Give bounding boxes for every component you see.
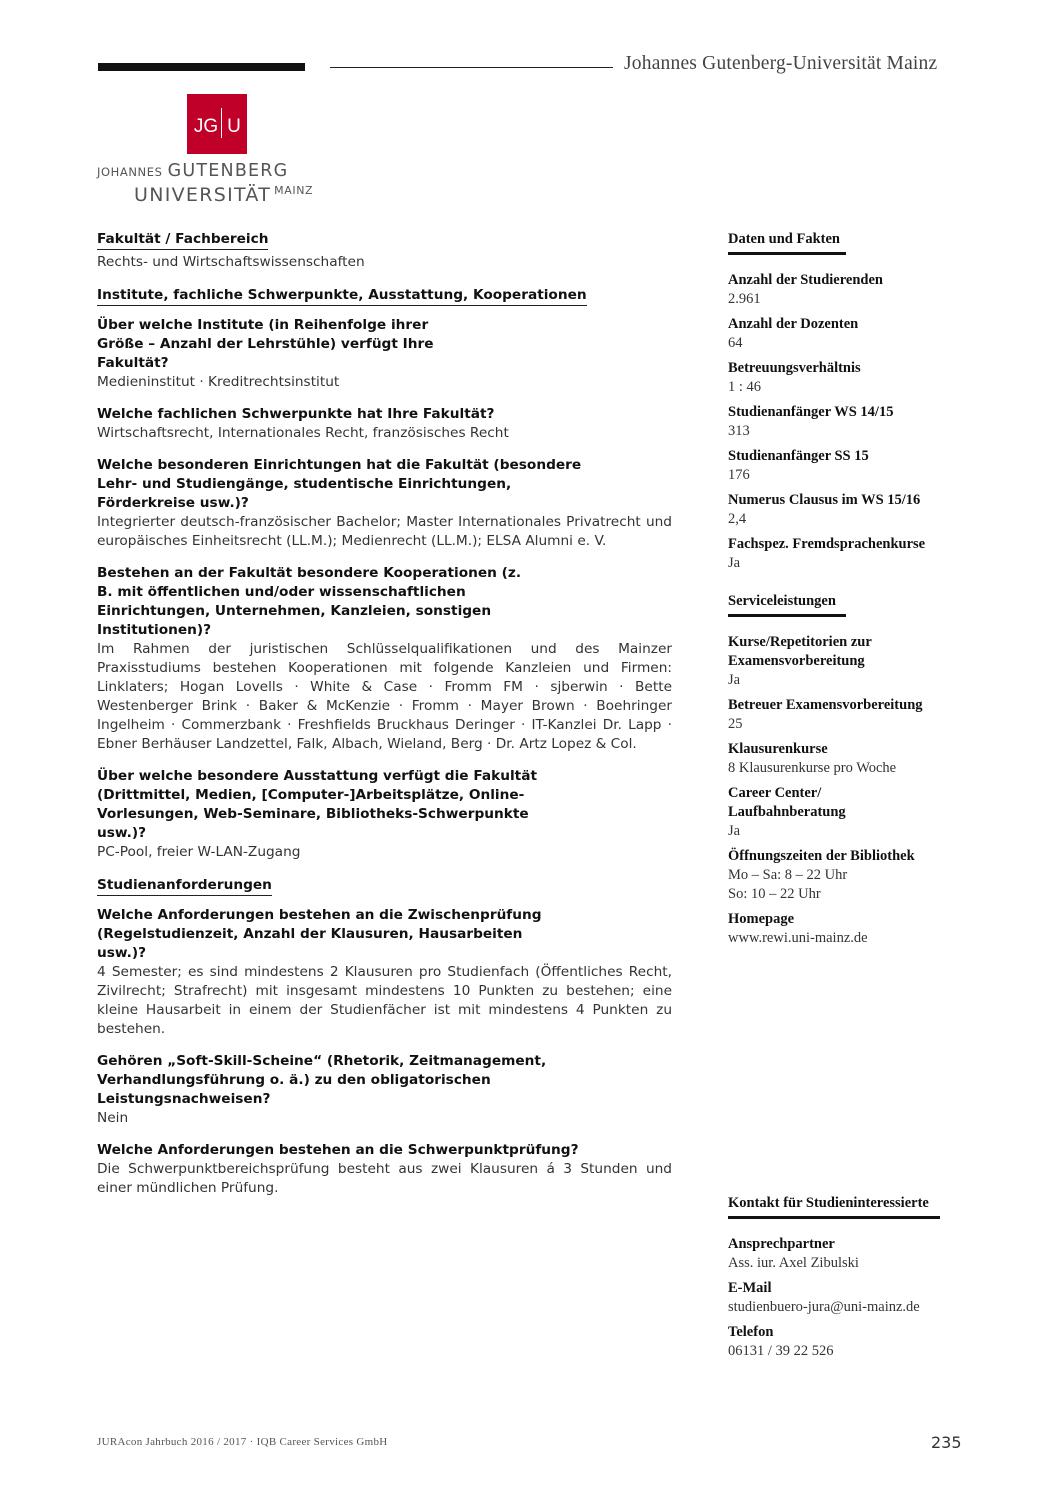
facts-list [728, 271, 958, 573]
qa-block [97, 405, 672, 443]
service-item [728, 740, 958, 778]
service-value: Ja [728, 823, 741, 839]
answer: Wirtschaftsrecht, Internationales Recht, französisches Recht [97, 425, 509, 441]
contact-heading-text: Kontakt für Studieninteressierte [728, 1195, 929, 1211]
contact-box [728, 1194, 958, 1361]
services-heading-text: Serviceleistungen [728, 593, 836, 609]
service-value: So: 10 – 22 Uhr [728, 886, 821, 902]
fact-item [728, 315, 958, 353]
qa-block [97, 564, 672, 754]
service-label: Homepage [728, 911, 795, 927]
institutes-section [97, 286, 672, 862]
question: Welche fachlichen Schwerpunkte hat Ihre Fakultät? [97, 406, 495, 422]
fact-item [728, 535, 958, 573]
fact-label: Studienanfänger WS 14/15 [728, 404, 894, 420]
question: Welche Anforderungen bestehen an die Zwischenprüfung (Regelstudienzeit, Anzahl der Klausuren, Hausarbeiten usw.)? [97, 907, 542, 961]
requirements-section [97, 876, 672, 1198]
fact-label: Anzahl der Studierenden [728, 272, 883, 288]
contact-value: 06131 / 39 22 526 [728, 1343, 834, 1359]
main-column [97, 230, 672, 1198]
fact-label: Numerus Clausus im WS 15/16 [728, 492, 921, 508]
logo-mark-left: JG [193, 116, 219, 137]
fact-label: Fachspez. Fremdsprachenkurse [728, 536, 926, 552]
fact-item [728, 271, 958, 309]
services-heading [728, 592, 836, 613]
service-label: Öffnungszeiten der Bibliothek [728, 848, 915, 864]
logo-word-universitaet: UNIVERSITÄT [134, 184, 272, 206]
footer-publication: JURAcon Jahrbuch 2016 / 2017 · IQB Career Services GmbH [97, 1436, 388, 1448]
faculty-text: Rechts- und Wirtschaftswissenschaften [97, 254, 365, 270]
service-value: Ja [728, 672, 741, 688]
answer: Integrierter deutsch-französischer Bachelor; Master Internationales Privatrecht und europäisches Einheitsrecht (LL.M.); Medienrecht (LL.M.); ELSA Alumni e. V. [97, 514, 672, 549]
faculty-section [97, 230, 672, 272]
fact-item [728, 359, 958, 397]
logo-word-gutenberg: GUTENBERG [167, 161, 289, 181]
qa-block [97, 316, 672, 392]
question: Über welche besondere Ausstattung verfügt die Fakultät (Drittmittel, Medien, [Computer-]Arbeitsplätze, Online-Vorlesungen, Web-Seminare, Bibliotheks-Schwerpunkte usw.)? [97, 768, 537, 841]
logo-wordmark-line2 [134, 180, 313, 207]
logo-word-mainz: MAINZ [274, 184, 314, 197]
fact-value: 1 : 46 [728, 379, 762, 395]
contact-item [728, 1323, 958, 1361]
fact-value: Ja [728, 555, 741, 571]
service-label: Career Center/ Laufbahnberatung [728, 785, 846, 820]
logo-word-johannes: JOHANNES [97, 165, 163, 179]
service-label: Betreuer Examensvorbereitung [728, 697, 923, 713]
fact-item [728, 447, 958, 485]
fact-value: 2,4 [728, 511, 747, 527]
contact-label: Ansprechpartner [728, 1236, 835, 1252]
contact-heading [728, 1194, 929, 1215]
answer: Die Schwerpunktbereichsprüfung besteht aus zwei Klausuren á 3 Stunden und einer mündlichen Prüfung. [97, 1161, 672, 1196]
service-item [728, 784, 958, 841]
fact-label: Studienanfänger SS 15 [728, 448, 869, 464]
qa-block [97, 1052, 672, 1128]
email-link[interactable]: studienbuero-jura@uni-mainz.de [728, 1299, 920, 1315]
answer: 4 Semester; es sind mindestens 2 Klausuren pro Studienfach (Öffentliches Recht, Zivilrecht; Strafrecht) mit insgesamt mindestens 10 Punkten zu bestehen; eine kleine Hausarbeit in einem der Studienfächer ist mit mindestens 4 Punkten zu bestehen. [97, 964, 672, 1037]
page-number: 235 [931, 1433, 962, 1452]
services-box [728, 592, 958, 948]
contact-value: Ass. iur. Axel Zibulski [728, 1255, 859, 1271]
service-value: 8 Klausurenkurse pro Woche [728, 760, 897, 776]
fact-label: Anzahl der Dozenten [728, 316, 859, 332]
service-item [728, 696, 958, 734]
qa-block [97, 1141, 672, 1198]
requirements-heading: Studienanforderungen [97, 876, 272, 896]
institutes-heading: Institute, fachliche Schwerpunkte, Ausstattung, Kooperationen [97, 286, 587, 306]
service-value: 25 [728, 716, 743, 732]
question: Gehören „Soft-Skill-Scheine“ (Rhetorik, Zeitmanagement, Verhandlungsführung o. ä.) zu den obligatorischen Leistungsnachweisen? [97, 1053, 547, 1107]
contact-label: Telefon [728, 1324, 774, 1340]
service-item [728, 633, 958, 690]
homepage-link[interactable]: www.rewi.uni-mainz.de [728, 930, 868, 946]
facts-heading-text: Daten und Fakten [728, 231, 840, 247]
jgu-logo-mark [187, 94, 247, 154]
header-thick-rule [98, 63, 305, 71]
logo-wordmark-line1 [97, 162, 288, 181]
question: Welche besonderen Einrichtungen hat die Fakultät (besondere Lehr- und Studiengänge, studentische Einrichtungen, Förderkreise usw.)? [97, 457, 582, 511]
service-label: Kurse/Repetitorien zur Examensvorbereitung [728, 634, 872, 669]
qa-block [97, 767, 672, 862]
service-item [728, 910, 958, 948]
answer: Nein [97, 1110, 129, 1126]
answer: Medieninstitut · Kreditrechtsinstitut [97, 374, 340, 390]
service-item [728, 847, 958, 904]
fact-item [728, 403, 958, 441]
facts-box [728, 230, 958, 573]
contact-list [728, 1235, 958, 1361]
contact-item [728, 1279, 958, 1317]
service-label: Klausurenkurse [728, 741, 828, 757]
header-thin-rule [330, 67, 613, 68]
faculty-heading: Fakultät / Fachbereich [97, 230, 268, 250]
services-list [728, 633, 958, 948]
fact-value: 176 [728, 467, 750, 483]
service-value: Mo – Sa: 8 – 22 Uhr [728, 867, 848, 883]
fact-value: 313 [728, 423, 750, 439]
question: Über welche Institute (in Reihenfolge ihrer Größe – Anzahl der Lehrstühle) verfügt Ihre Fakultät? [97, 317, 434, 371]
fact-item [728, 491, 958, 529]
answer: PC-Pool, freier W-LAN-Zugang [97, 844, 301, 860]
contact-item [728, 1235, 958, 1273]
fact-value: 64 [728, 335, 743, 351]
fact-value: 2.961 [728, 291, 761, 307]
logo-mark-right: U [227, 116, 241, 137]
question: Welche Anforderungen bestehen an die Schwerpunktprüfung? [97, 1142, 579, 1158]
contact-label: E-Mail [728, 1280, 772, 1296]
header-university-title: Johannes Gutenberg-Universität Mainz [624, 53, 938, 74]
qa-block [97, 906, 672, 1039]
question: Bestehen an der Fakultät besondere Kooperationen (z. B. mit öffentlichen und/oder wissenschaftlichen Einrichtungen, Unternehmen, Kanzleien, sonstigen Institutionen)? [97, 565, 522, 638]
fact-label: Betreuungsverhältnis [728, 360, 861, 376]
qa-block [97, 456, 672, 551]
facts-heading [728, 230, 840, 251]
answer: Im Rahmen der juristischen Schlüsselqualifikationen und des Mainzer Praxisstudiums bestehen Kooperationen mit folgende Kanzleien und Firmen: Linklaters; Hogan Lovells · White & Case · Fromm FM · sjberwin · Bette Westenberger Brink · Baker & McKenzie · Fromm · Mayer Brown · Boehringer Ingelheim · Commerzbank · Freshfields Bruckhaus Deringer · IT-Kanzlei Dr. Lapp · Ebner Berhäuser Landzettel, Falk, Albach, Wieland, Berg · Dr. Artz Lopez & Col. [97, 641, 672, 752]
